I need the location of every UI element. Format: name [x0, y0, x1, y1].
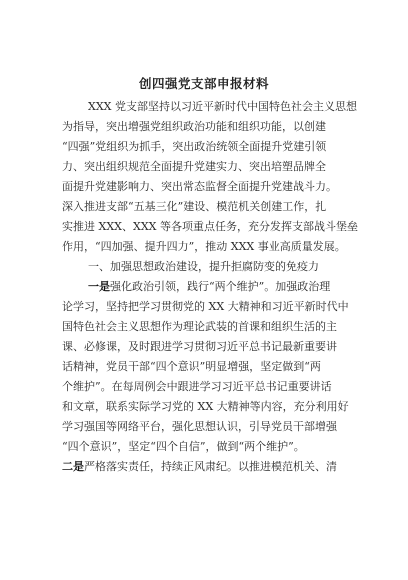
body-line-15: [0, 380, 408, 394]
line-text: 课、必修课，及时跟进学习贯彻习近平总书记最新重要讲: [62, 340, 337, 353]
line-text: 深入推进支部“五基三化”建设、模范机关创建工作，扎: [62, 200, 327, 213]
body-line-19: [0, 460, 408, 474]
line-text: 国特色社会主义思想作为理论武装的首课和组织生活的主: [62, 320, 337, 333]
body-line-4: [0, 160, 408, 174]
line-lead: 二是: [62, 460, 84, 473]
body-line-16: [0, 400, 408, 414]
body-line-10: [0, 280, 408, 294]
line-text: 论学习，坚持把学习贯彻党的 XX 大精神和习近平新时代中: [62, 300, 349, 313]
body-line-3: [0, 140, 408, 154]
body-line-8: [0, 240, 408, 254]
body-line-17: [0, 420, 408, 434]
line-text: 力、突出组织规范全面提升党建实力、突出培塑品牌全: [62, 160, 326, 173]
line-text: 话精神，党员干部“四个意识”明显增强，坚定做到“两: [62, 360, 321, 373]
document-title: 创四强党支部申报材料: [138, 76, 269, 91]
line-text: 个维护”。在每周例会中跟进学习习近平总书记重要讲话: [62, 380, 332, 393]
body-line-13: [0, 340, 408, 354]
section-heading-1: [0, 260, 408, 274]
line-text: “四强”党组织为抓手，突出政治统领全面提升党建引领: [62, 140, 327, 153]
line-text: 一、加强思想政治建设，提升拒腐防变的免疫力: [88, 260, 319, 273]
body-line-5: [0, 180, 408, 194]
body-line-14: [0, 360, 408, 374]
line-text: 为指导，突出增强党组织政治功能和组织功能，以创建: [62, 120, 326, 133]
body-line-11: [0, 300, 408, 314]
line-text: 严格落实责任，持续正风肃纪。以推进模范机关、清: [84, 460, 337, 473]
line-text: 作用，“四加强、提升四力”，推动 XXX 事业高质量发展。: [62, 240, 346, 253]
line-lead: 一是: [88, 280, 110, 293]
body-line-7: [0, 220, 408, 234]
body-line-1: [0, 100, 408, 114]
body-line-12: [0, 320, 408, 334]
line-text: 强化政治引领，践行“两个维护”。加强政治理: [110, 280, 331, 293]
body-line-6: [0, 200, 408, 214]
body-line-18: [0, 440, 408, 454]
line-text: 和文章，联系实际学习党的 XX 大精神等内容，充分利用好: [62, 400, 349, 413]
line-text: 学习强国等网络平台，强化思想认识，引导党员干部增强: [62, 420, 337, 433]
line-text: XXX 党支部坚持以习近平新时代中国特色社会主义思想: [88, 100, 357, 113]
line-text: 面提升党建影响力、突出常态监督全面提升党建战斗力。: [62, 180, 337, 193]
line-text: “四个意识”，坚定“四个自信”，做到“两个维护”。: [62, 440, 305, 453]
line-text: 实推进 XXX、XXX 等各项重点任务，充分发挥支部战斗堡垒: [62, 220, 358, 233]
body-line-2: [0, 120, 408, 134]
